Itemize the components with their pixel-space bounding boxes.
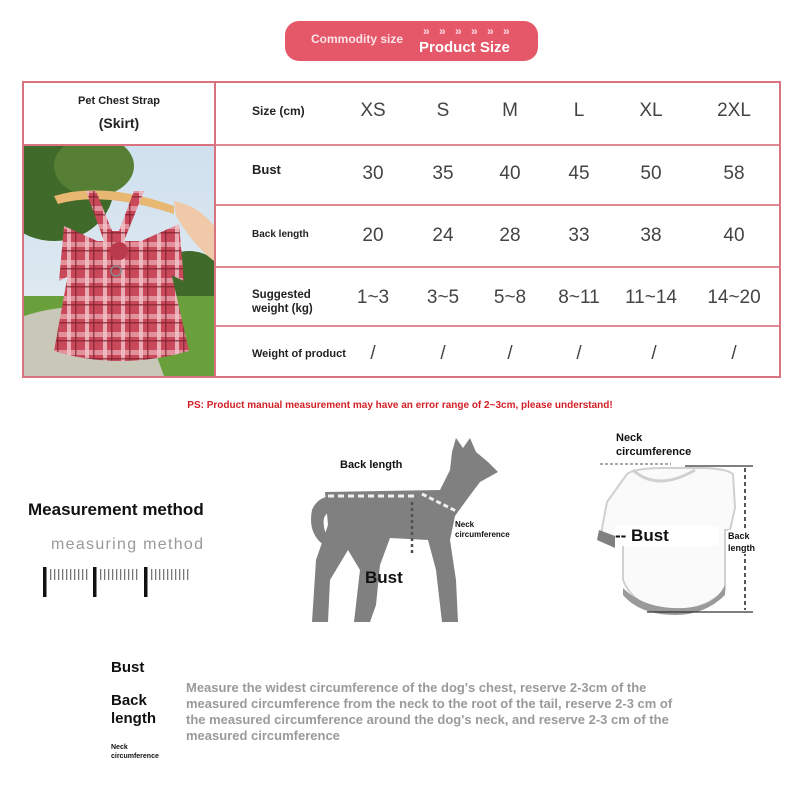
weight-range-value: 3~5 <box>426 287 460 308</box>
product-title: Pet Chest Strap <box>78 95 160 107</box>
back-length-value: 28 <box>499 225 521 246</box>
dog-bust-label: Bust <box>365 568 403 587</box>
size-2xl: 2XL <box>717 100 751 121</box>
back-length-value: 33 <box>568 225 590 246</box>
table-divider <box>214 83 216 376</box>
size-m: M <box>502 100 518 121</box>
bust-value: 45 <box>568 163 590 184</box>
suggested-weight-line2: weight (kg) <box>252 303 313 315</box>
bust-value: 30 <box>362 163 384 184</box>
shirt-back-length-label <box>728 530 755 554</box>
commodity-size-label: Commodity size <box>311 32 404 46</box>
weight-range-value: 8~11 <box>558 287 600 308</box>
shirt-neck-label <box>616 431 691 459</box>
back-length-value: 40 <box>723 225 745 246</box>
dog-neck-label <box>455 520 510 540</box>
shirt-neck-line1: Neck <box>616 432 643 444</box>
bust-value: 35 <box>432 163 454 184</box>
size-xs: XS <box>360 100 386 121</box>
desc-back-line1: Back <box>111 692 147 709</box>
table-divider <box>216 204 779 206</box>
dog-neck-line2: circumference <box>455 530 510 539</box>
weight-range-value: 1~3 <box>356 287 390 308</box>
size-l: L <box>573 100 585 121</box>
size-header-label: Size (cm) <box>252 104 305 118</box>
size-xl: XL <box>639 100 663 121</box>
desc-bust-label: Bust <box>111 659 145 676</box>
weight-range-value: 5~8 <box>493 287 527 308</box>
dog-back-length-label: Back length <box>340 459 403 471</box>
weight-range-value: 14~20 <box>707 287 761 308</box>
suggested-weight-line1: Suggested <box>252 289 311 301</box>
desc-neck-label <box>111 743 159 761</box>
shirt-neck-line2: circumference <box>616 446 692 458</box>
table-divider <box>216 266 779 268</box>
dog-diagram <box>300 430 510 630</box>
measurement-method-title: Measurement method <box>28 500 204 519</box>
size-table <box>22 81 781 378</box>
bust-value: 50 <box>640 163 662 184</box>
plaid-dog-skirt-photo <box>24 146 214 376</box>
shirt-back-line1: Back <box>728 531 750 541</box>
product-weight-value: / <box>731 343 737 364</box>
back-length-value: 20 <box>362 225 384 246</box>
product-subtitle: (Skirt) <box>98 115 140 131</box>
product-title-cell <box>24 83 214 144</box>
row-label-back-length: Back length <box>252 229 309 240</box>
table-divider <box>216 325 779 327</box>
weight-range-value: 11~14 <box>625 287 677 308</box>
measuring-method-subtitle: measuring method <box>51 536 205 553</box>
bust-value: 58 <box>723 163 745 184</box>
product-size-banner <box>285 21 538 61</box>
chevrons-icon: » » » » » » <box>423 24 513 38</box>
product-weight-value: / <box>576 343 582 364</box>
dog-neck-line1: Neck <box>455 520 475 529</box>
product-size-label: Product Size <box>419 39 510 56</box>
shirt-bust-label: -- Bust <box>615 526 719 546</box>
shirt-diagram <box>585 430 780 620</box>
ruler-icon <box>43 567 193 604</box>
measurement-note: PS: Product manual measurement may have an error range of 2~3cm, please understand! <box>187 400 613 411</box>
measurement-description: Measure the widest circumference of the dog's chest, reserve 2-3cm of the measured circumference from the neck to the root of the tail, reserve 2-3 cm of the measured circumference around the dog's neck, and reserve 2-3 cm of the measured circumference <box>186 680 673 743</box>
desc-back-line2: length <box>111 710 156 727</box>
size-s: S <box>436 100 450 121</box>
row-label-bust: Bust <box>252 162 281 177</box>
product-weight-value: / <box>651 343 657 364</box>
product-weight-value: / <box>440 343 446 364</box>
back-length-value: 38 <box>640 225 662 246</box>
table-divider <box>216 144 779 146</box>
desc-neck-line1: Neck <box>111 744 128 751</box>
shirt-back-line2: length <box>728 543 755 553</box>
desc-neck-line2: circumference <box>111 753 159 760</box>
bust-value: 40 <box>499 163 521 184</box>
row-label-weight-of-product: Weight of product <box>252 348 346 360</box>
product-weight-value: / <box>507 343 513 364</box>
product-weight-value: / <box>370 343 376 364</box>
desc-back-length-label <box>111 692 156 728</box>
row-label-suggested-weight <box>252 288 313 316</box>
back-length-value: 24 <box>432 225 454 246</box>
